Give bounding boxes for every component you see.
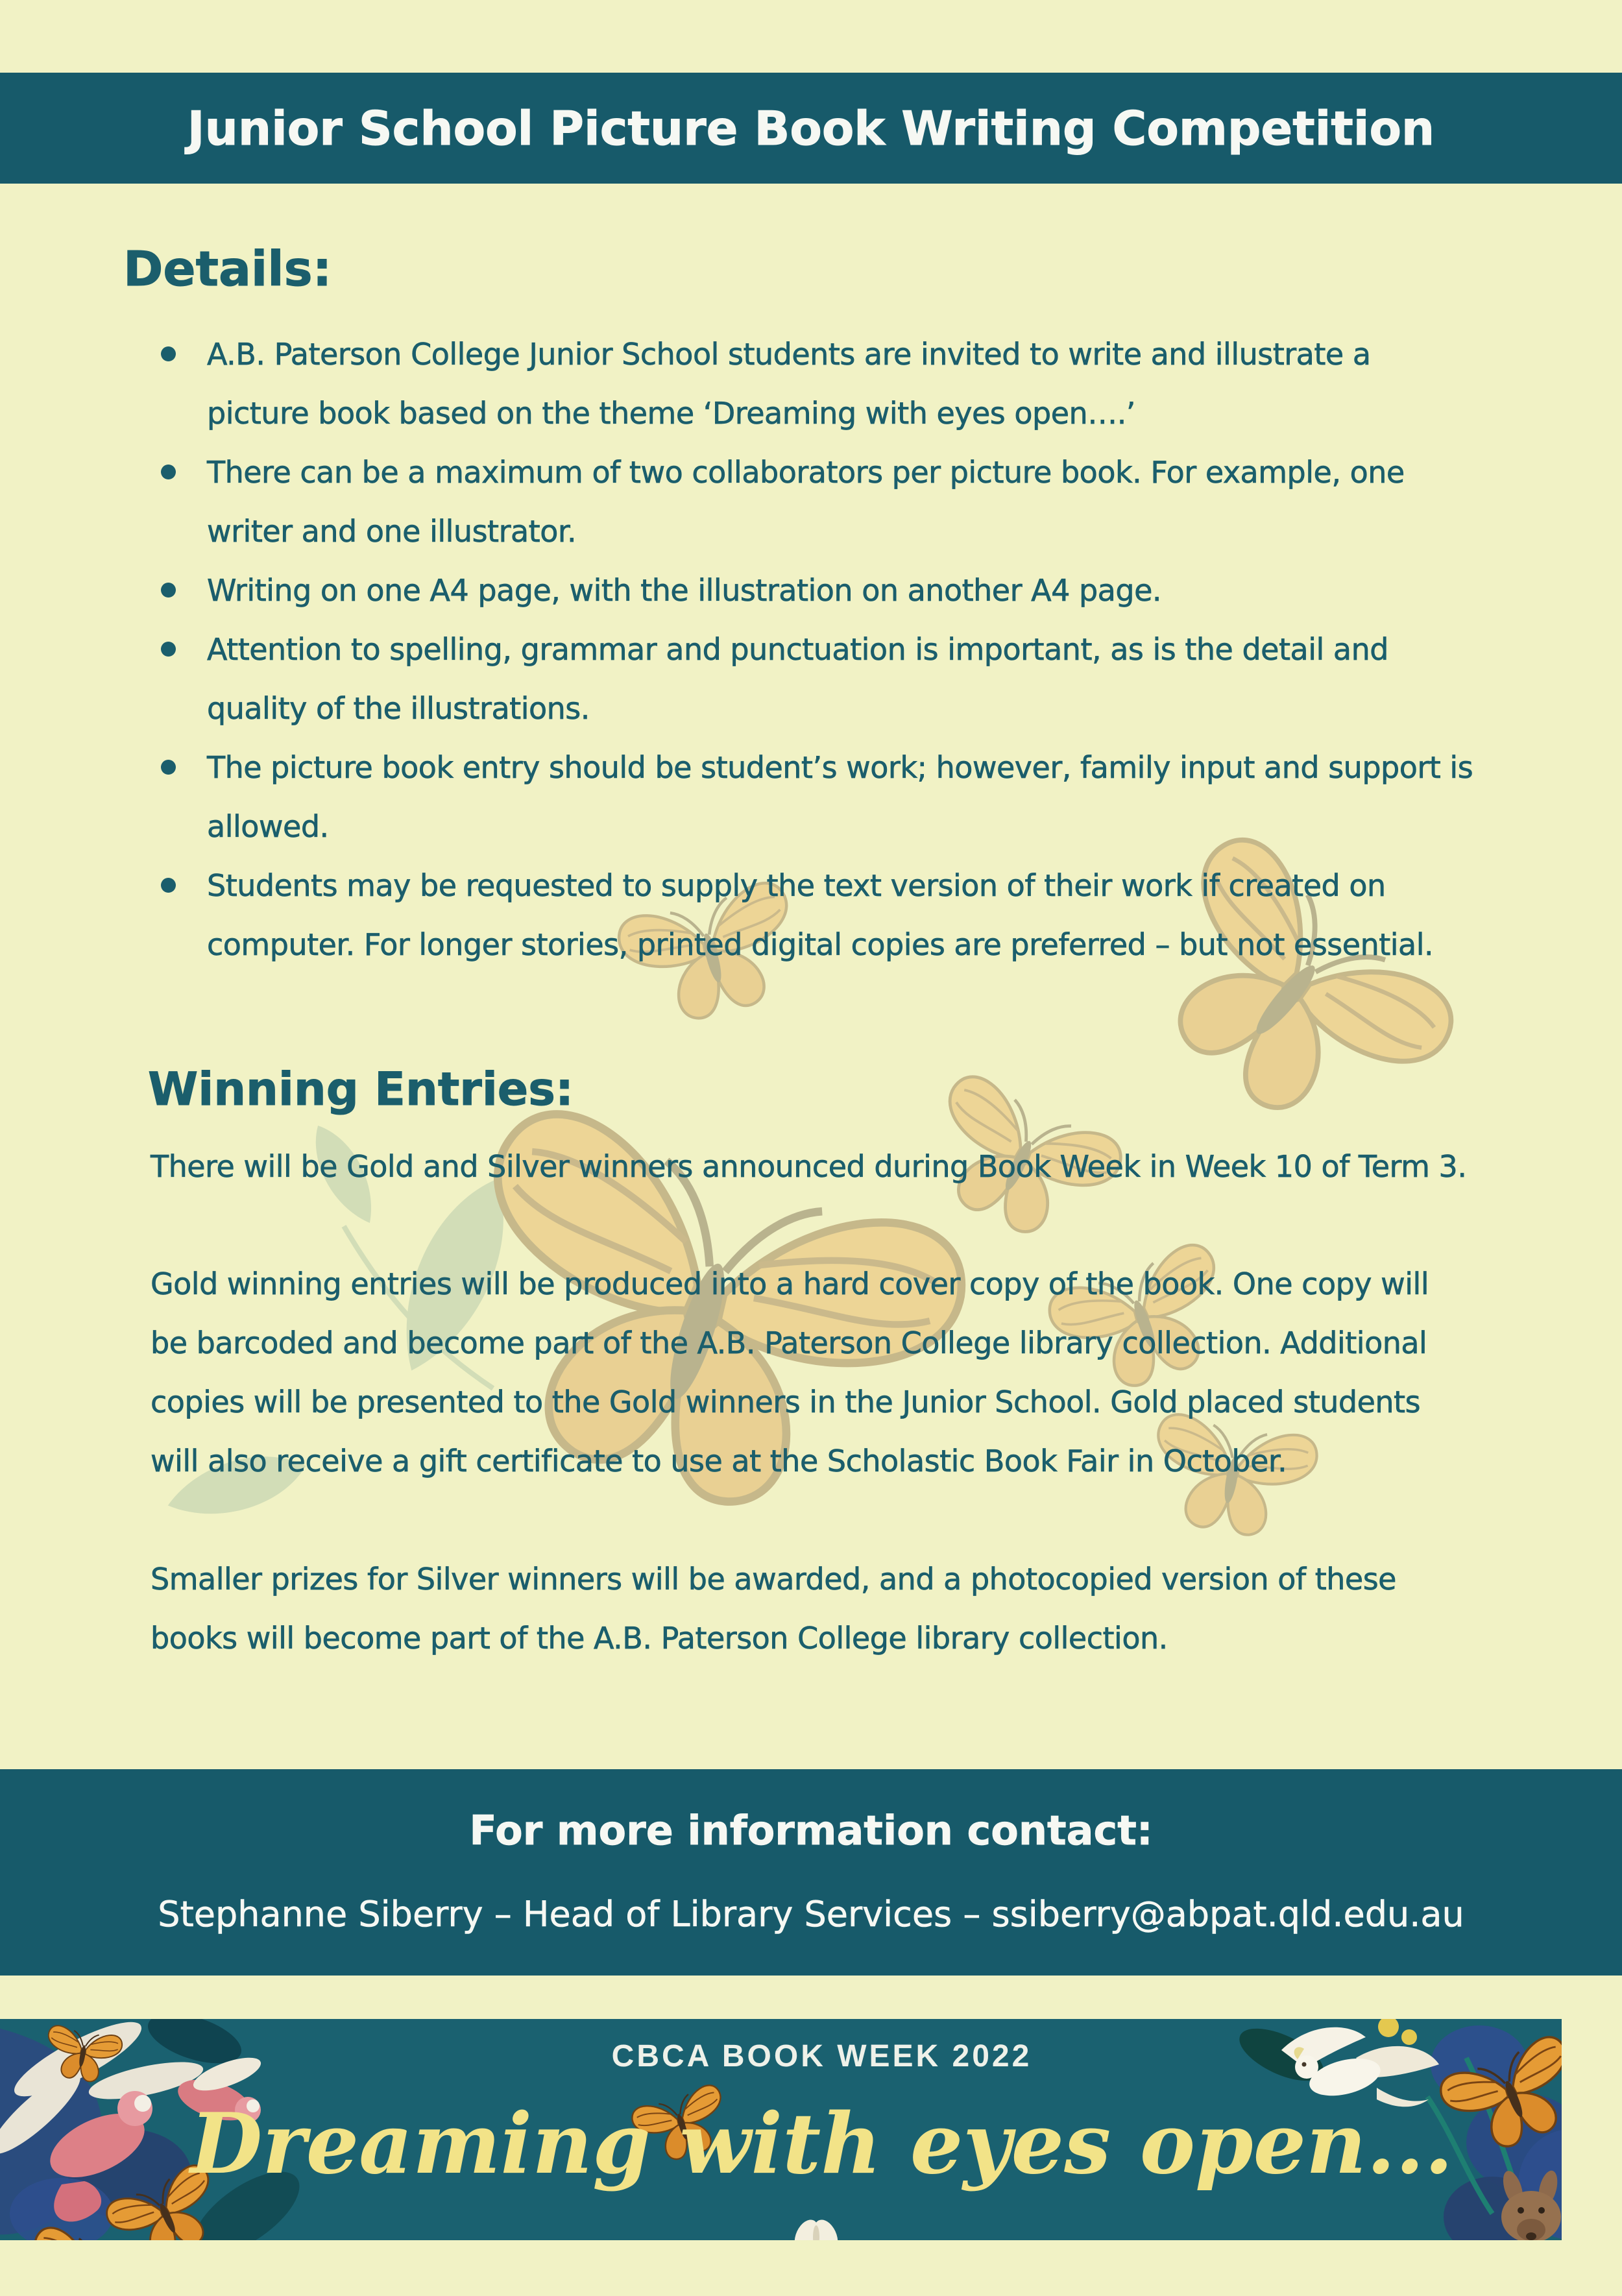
list-item — [161, 442, 1473, 561]
winning-intro-paragraph — [151, 1137, 1466, 1196]
list-item — [161, 620, 1473, 738]
bullet-dot-icon — [161, 878, 176, 893]
bullet-line: Students may be requested to supply the text version of their work if created on — [207, 867, 1386, 903]
paragraph-line: Smaller prizes for Silver winners will be awarded, and a photocopied version of these — [151, 1561, 1396, 1597]
bullet-dot-icon — [161, 465, 176, 479]
book-week-theme: Dreaming with eyes open... — [190, 2096, 1453, 2193]
bullet-line: picture book based on the theme ‘Dreaming with eyes open….’ — [207, 395, 1135, 431]
page-title: Junior School Picture Book Writing Competition — [187, 101, 1435, 156]
winning-entries-heading: Winning Entries: — [148, 1063, 574, 1116]
bullet-line: Writing on one A4 page, with the illustration on another A4 page. — [207, 572, 1161, 608]
contact-details: Stephanne Siberry – Head of Library Services – ssiberry@abpat.qld.edu.au — [158, 1894, 1464, 1935]
list-item — [161, 738, 1473, 856]
list-item — [161, 561, 1473, 620]
contact-heading: For more information contact: — [469, 1807, 1153, 1854]
bullet-dot-icon — [161, 760, 176, 775]
paragraph-line: Gold winning entries will be produced into a hard cover copy of the book. One copy will — [151, 1266, 1429, 1301]
title-bar — [0, 73, 1622, 184]
paragraph-line: There will be Gold and Silver winners announced during Book Week in Week 10 of Term 3. — [151, 1148, 1467, 1184]
bullet-line: A.B. Paterson College Junior School students are invited to write and illustrate a — [207, 336, 1371, 372]
gold-prize-paragraph — [151, 1254, 1429, 1490]
book-week-banner — [0, 2019, 1562, 2240]
book-week-label: CBCA BOOK WEEK 2022 — [611, 2039, 1032, 2073]
bullet-line: There can be a maximum of two collaborators per picture book. For example, one — [207, 454, 1405, 490]
list-item — [161, 324, 1473, 442]
bullet-dot-icon — [161, 346, 176, 361]
paragraph-line: be barcoded and become part of the A.B. Paterson College library collection. Additional — [151, 1325, 1427, 1360]
moth-icon — [790, 2216, 843, 2240]
bullet-line: The picture book entry should be student’s work; however, family input and support is — [207, 749, 1473, 785]
bullet-dot-icon — [161, 642, 176, 657]
paragraph-line: copies will be presented to the Gold winners in the Junior School. Gold placed students — [151, 1384, 1421, 1420]
details-bullet-list — [161, 324, 1473, 974]
bullet-line: quality of the illustrations. — [207, 690, 590, 726]
bullet-line: Attention to spelling, grammar and punctuation is important, as is the detail and — [207, 631, 1388, 667]
bullet-line: writer and one illustrator. — [207, 513, 577, 549]
contact-bar — [0, 1769, 1622, 1976]
bullet-dot-icon — [161, 583, 176, 598]
paragraph-line: will also receive a gift certificate to use at the Scholastic Book Fair in October. — [151, 1443, 1287, 1479]
bullet-line: allowed. — [207, 808, 329, 844]
details-heading: Details: — [123, 241, 332, 297]
bullet-line: computer. For longer stories, printed digital copies are preferred – but not essential. — [207, 926, 1434, 962]
list-item — [161, 856, 1473, 974]
paragraph-line: books will become part of the A.B. Paterson College library collection. — [151, 1620, 1168, 1656]
silver-prize-paragraph — [151, 1549, 1396, 1667]
